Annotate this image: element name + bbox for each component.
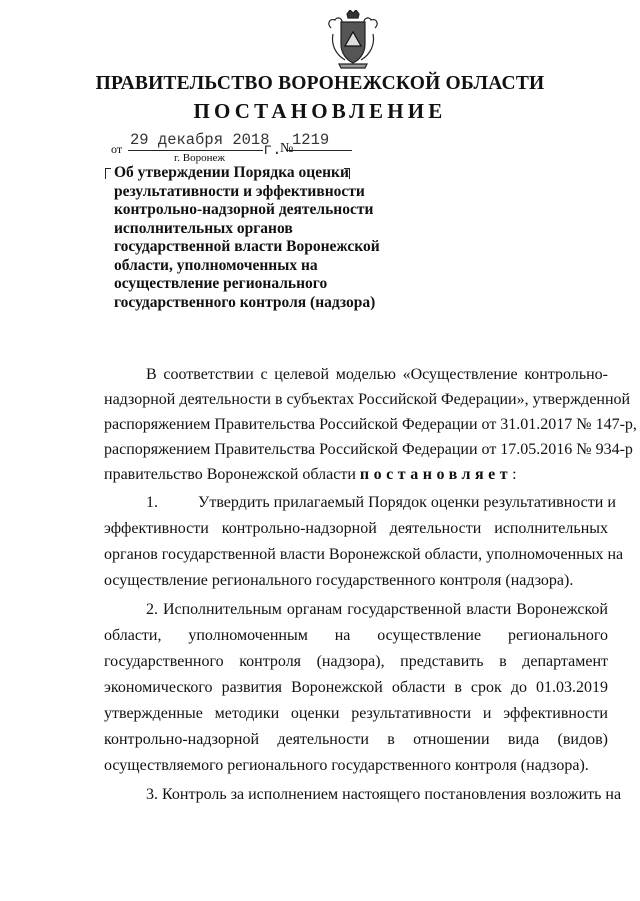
- body-line-last: [104, 466, 517, 484]
- decree-word: постановляет: [359, 466, 513, 483]
- body-line: осуществляемого регионального государственного контроля (надзора).: [104, 757, 589, 774]
- year-suffix: г.: [263, 141, 282, 159]
- body-line: экономического развития Воронежской области в срок до 01.03.2019: [104, 679, 608, 696]
- body-line: распоряжением Правительства Российской Федерации от 31.01.2017 № 147-р,: [104, 416, 637, 433]
- subject-line: Об утверждении Порядка оценки: [114, 164, 349, 181]
- decree-colon: :: [512, 466, 517, 483]
- body-line: распоряжением Правительства Российской Федерации от 17.05.2016 № 934-р: [104, 441, 633, 458]
- body-line: утвержденные методики оценки результативности и эффективности: [104, 705, 608, 722]
- date-prefix: от: [111, 142, 123, 156]
- subject-line: области, уполномоченных на: [114, 256, 318, 274]
- body-line: 3. Контроль за исполнением настоящего постановления возложить на: [146, 786, 622, 803]
- body-line: осуществление регионального государственного контроля (надзора).: [104, 572, 574, 589]
- body-line: области, уполномоченным на осуществление регионального: [104, 627, 608, 644]
- number-sign: №: [280, 141, 294, 156]
- subject-line: государственного контроля (надзора): [114, 293, 376, 311]
- subject-line: осуществление регионального: [114, 275, 328, 292]
- organization-title: ПРАВИТЕЛЬСТВО ВОРОНЕЖСКОЙ ОБЛАСТИ: [95, 73, 545, 94]
- document-type: ПОСТАНОВЛЕНИЕ: [193, 99, 447, 123]
- body-line: В соответствии с целевой моделью «Осуществление контрольно-: [146, 366, 608, 383]
- voronezh-coat-of-arms-icon: [325, 10, 381, 70]
- document-number: 1219: [292, 131, 330, 149]
- document-subject: [114, 164, 414, 312]
- city-name: г. Воронеж: [174, 152, 225, 164]
- body-line: контрольно-надзорной деятельности в отношении вида (видов): [104, 731, 608, 748]
- body-line: Утвердить прилагаемый Порядок оценки результативности и: [198, 494, 616, 511]
- date-underline: [128, 150, 263, 151]
- paragraph-1-number: 1.: [146, 494, 158, 511]
- subject-line: контрольно-надзорной деятельности: [114, 201, 374, 218]
- body-line: органов государственной власти Воронежской области, уполномоченных на: [104, 546, 624, 563]
- intro-last: правительство Воронежской области: [104, 466, 356, 483]
- body-line: надзорной деятельности в субъектах Российской Федерации», утвержденной: [104, 391, 631, 408]
- subject-line: исполнительных органов: [114, 219, 293, 237]
- body-line: эффективности контрольно-надзорной деятельности исполнительных: [104, 520, 608, 537]
- document-date: 29 декабря 2018: [130, 131, 270, 149]
- body-line: 2. Исполнительным органам государственной власти Воронежской: [146, 601, 608, 618]
- subject-bracket-left: [105, 168, 111, 179]
- subject-line: государственной власти Воронежской: [114, 238, 380, 255]
- body-line: государственного контроля (надзора), представить в департамент: [104, 653, 608, 670]
- subject-line: результативности и эффективности: [114, 182, 365, 200]
- number-underline: [286, 150, 352, 151]
